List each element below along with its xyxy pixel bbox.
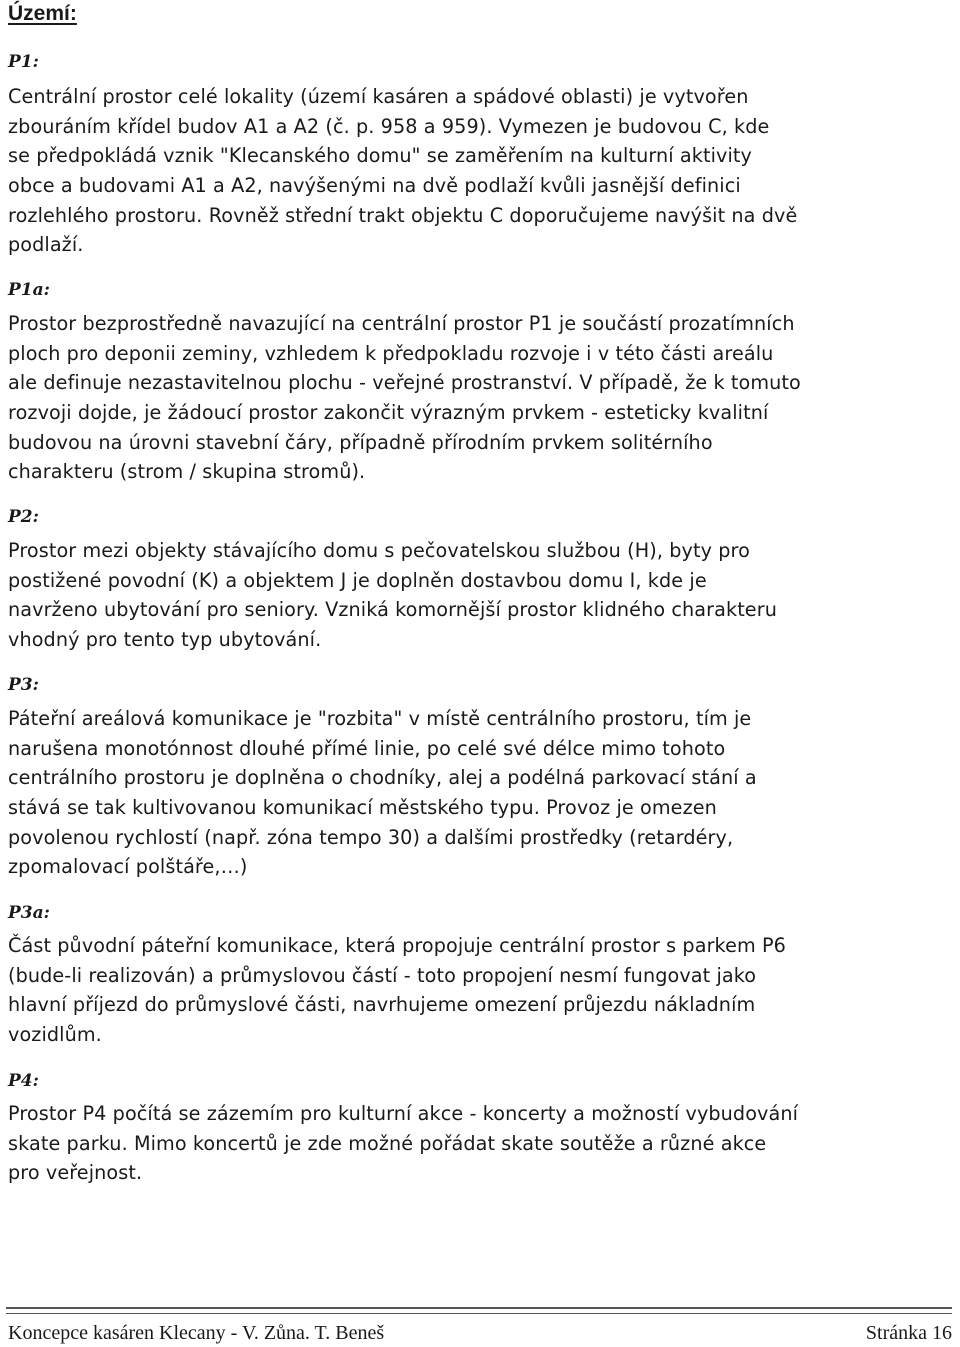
- text-line: charakteru (strom / skupina stromů).: [8, 460, 366, 484]
- text-line: se předpokládá vznik "Klecanského domu" se zaměřením na kulturní aktivity: [8, 144, 752, 168]
- text-line: (bude-li realizován) a průmyslovou částí - toto propojení nesmí fungovat jako: [8, 963, 757, 987]
- section-label-p1a: P1a:: [8, 280, 50, 300]
- text-line: skate parku. Mimo koncertů je zde možné pořádat skate soutěže a různé akce: [8, 1131, 767, 1155]
- text-line: Část původní páteřní komunikace, která propojuje centrální prostor s parkem P6: [8, 934, 786, 957]
- section-text-p3a: [8, 931, 952, 1050]
- text-line: budovou na úrovni stavební čáry, případně přírodním prvkem solitérního: [8, 430, 713, 454]
- footer-title: Koncepce kasáren Klecany - V. Zůna. T. Beneš: [8, 1322, 385, 1344]
- text-line: povolenou rychlostí (např. zóna tempo 30) a dalšími prostředky (retardéry,: [8, 825, 734, 849]
- page-heading: Území:: [8, 2, 77, 25]
- section-text-p2: [8, 536, 952, 655]
- text-line: Prostor bezprostředně navazující na centrální prostor P1 je součástí prozatímních: [8, 312, 795, 335]
- section-text-p3: [8, 704, 952, 882]
- text-line: navrženo ubytování pro seniory. Vzniká komornější prostor klidného charakteru: [8, 598, 777, 622]
- text-line: centrálního prostoru je doplněna o chodníky, alej a podélná parkovací stání a: [8, 766, 757, 790]
- section-text-p4: [8, 1099, 952, 1188]
- text-line: zbouráním křídel budov A1 a A2 (č. p. 958 a 959). Vymezen je budovou C, kde: [8, 114, 770, 138]
- text-line: stává se tak kultivovanou komunikací městského typu. Provoz je omezen: [8, 796, 717, 820]
- text-line: ale definuje nezastavitelnou plochu - veřejné prostranství. V případě, že k tomuto: [8, 371, 801, 395]
- text-line: hlavní příjezd do průmyslové části, navrhujeme omezení průjezdu nákladním: [8, 993, 756, 1017]
- text-line: ploch pro deponii zeminy, vzhledem k předpokladu rozvoje i v této části areálu: [8, 341, 774, 365]
- text-line: rozvoji dojde, je žádoucí prostor zakončit výrazným prvkem - esteticky kvalitní: [8, 401, 769, 425]
- text-line: postižené povodní (K) a objektem J je doplněn dostavbou domu I, kde je: [8, 568, 707, 592]
- text-line: Centrální prostor celé lokality (území kasáren a spádové oblasti) je vytvořen: [8, 85, 749, 108]
- text-line: Páteřní areálová komunikace je "rozbita" v místě centrálního prostoru, tím je: [8, 707, 752, 730]
- text-line: Prostor P4 počítá se zázemím pro kulturní akce - koncerty a možností vybudování: [8, 1102, 799, 1125]
- section-label-p4: P4:: [8, 1071, 39, 1091]
- text-line: pro veřejnost.: [8, 1161, 143, 1185]
- text-line: vhodný pro tento typ ubytování.: [8, 628, 322, 652]
- footer-divider: [6, 1307, 952, 1314]
- text-line: Prostor mezi objekty stávajícího domu s pečovatelskou službou (H), byty pro: [8, 539, 750, 562]
- text-line: vozidlům.: [8, 1023, 102, 1047]
- section-label-p1: P1:: [8, 52, 39, 72]
- text-line: obce a budovami A1 a A2, navýšenými na dvě podlaží kvůli jasnější definici: [8, 174, 741, 198]
- section-text-p1: [8, 82, 952, 260]
- section-label-p3: P3:: [8, 675, 39, 695]
- page-number: Stránka 16: [865, 1322, 952, 1344]
- section-label-p2: P2:: [8, 507, 39, 527]
- text-line: rozlehlého prostoru. Rovněž střední trakt objektu C doporučujeme navýšit na dvě: [8, 203, 798, 227]
- section-label-p3a: P3a:: [8, 903, 50, 923]
- text-line: zpomalovací polštáře,…): [8, 855, 248, 879]
- section-text-p1a: [8, 309, 952, 487]
- text-line: narušena monotónnost dlouhé přímé linie, po celé své délce mimo tohoto: [8, 736, 726, 760]
- text-line: podlaží.: [8, 233, 84, 257]
